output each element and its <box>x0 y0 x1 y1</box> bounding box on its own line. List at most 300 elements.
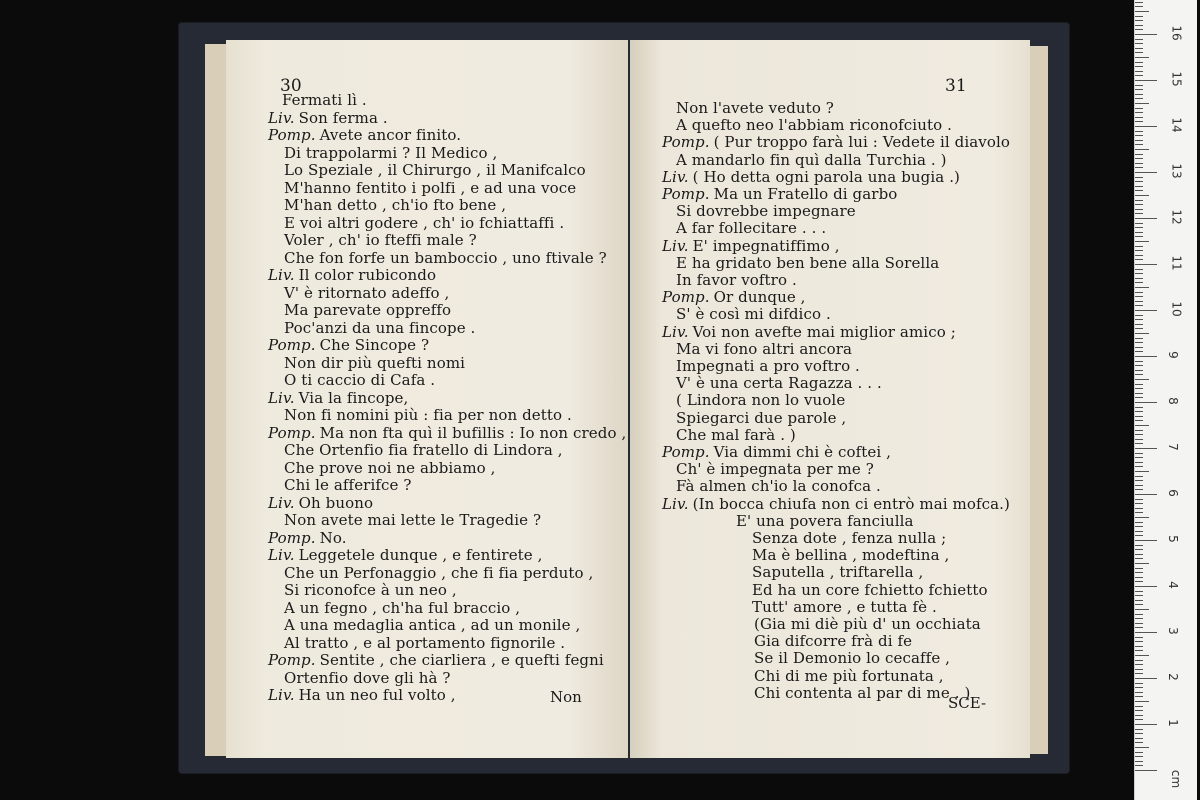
ruler-tick <box>1135 209 1143 210</box>
ruler-tick <box>1135 563 1149 564</box>
line-text: A un fegno , ch'ha ful braccio , <box>284 598 521 617</box>
ruler-tick <box>1135 641 1143 642</box>
line-text: E ha gridato ben bene alla Sorella <box>676 253 940 272</box>
ruler-tick <box>1135 443 1143 444</box>
ruler-tick <box>1135 522 1143 523</box>
text-line <box>284 232 477 249</box>
ruler-tick <box>1135 333 1149 334</box>
text-line <box>284 320 475 337</box>
ruler-tick <box>1135 292 1143 293</box>
speaker-label: Liv. <box>268 266 295 284</box>
text-line <box>752 582 988 599</box>
ruler-tick <box>1135 416 1143 417</box>
ruler-tick <box>1135 190 1143 191</box>
ruler-tick <box>1135 149 1149 150</box>
ruler-tick <box>1135 485 1143 486</box>
line-text: E' impegnatiffimo , <box>692 236 840 255</box>
speaker-label: Pomp. <box>268 423 316 442</box>
ruler-tick <box>1135 121 1143 122</box>
ruler-tick <box>1135 632 1157 633</box>
ruler-tick <box>1135 545 1143 546</box>
ruler-tick <box>1135 747 1149 748</box>
text-line <box>676 341 852 358</box>
ruler-number: 14 <box>1169 117 1184 133</box>
ruler-tick <box>1135 195 1149 196</box>
ruler-tick <box>1135 163 1143 164</box>
line-text: A far follecitare . . . <box>676 219 827 238</box>
ruler-tick <box>1135 144 1143 145</box>
ruler-tick <box>1135 57 1149 58</box>
line-text: Ha un neo ful volto , <box>298 686 456 704</box>
ruler-number: 12 <box>1169 209 1184 225</box>
text-line <box>284 162 586 179</box>
ruler-tick <box>1135 384 1143 385</box>
ruler-tick <box>1135 315 1143 316</box>
ruler-tick <box>1135 29 1143 30</box>
ruler-tick <box>1135 98 1143 99</box>
ruler-number: 13 <box>1169 163 1184 179</box>
ruler-tick <box>1135 724 1157 725</box>
ruler-tick <box>1135 660 1143 661</box>
ruler-tick <box>1135 85 1143 86</box>
ruler-tick <box>1135 572 1143 573</box>
ruler-tick <box>1135 351 1143 352</box>
line-text: (In bocca chiufa non ci entrò mai mofca.) <box>692 494 1010 513</box>
text-line <box>284 197 506 214</box>
text-line <box>284 145 497 162</box>
line-text: No. <box>319 528 347 547</box>
ruler-number: 9 <box>1165 351 1180 359</box>
text-line <box>268 530 347 547</box>
ruler-tick <box>1135 223 1143 224</box>
ruler-tick <box>1135 678 1157 679</box>
ruler-tick <box>1135 158 1143 159</box>
line-text: Che prove noi ne abbiamo , <box>284 458 496 477</box>
ruler-tick <box>1135 39 1143 40</box>
ruler-tick <box>1135 719 1143 720</box>
ruler-tick <box>1135 374 1143 375</box>
ruler-tick <box>1135 499 1143 500</box>
ruler-tick <box>1135 494 1157 495</box>
ruler-tick <box>1135 94 1143 95</box>
right-page-edge <box>1030 46 1048 754</box>
ruler-tick <box>1135 278 1143 279</box>
left-page <box>226 40 628 758</box>
ruler-tick <box>1135 425 1149 426</box>
speaker-label: Pomp. <box>662 443 710 461</box>
text-line <box>284 372 435 389</box>
ruler-tick <box>1135 581 1143 582</box>
line-text: Ma è bellina , modeftina , <box>752 546 950 565</box>
ruler-tick <box>1135 558 1143 559</box>
ruler-tick <box>1135 264 1157 265</box>
line-text: Son ferma . <box>298 108 388 127</box>
ruler-tick <box>1135 476 1143 477</box>
line-text: A mandarlo fin quì dalla Turchia . ) <box>676 150 947 169</box>
text-line <box>284 180 576 197</box>
ruler-number: 11 <box>1169 255 1184 271</box>
ruler-number: 6 <box>1165 489 1180 497</box>
text-line <box>676 100 834 117</box>
line-text: Fermati lì . <box>282 91 367 109</box>
line-text: Ortenfio dove gli hà ? <box>284 668 451 687</box>
text-line <box>676 427 796 444</box>
line-text: Senza dote , fenza nulla ; <box>752 529 947 547</box>
line-text: Poc'anzi da una fincope . <box>284 318 476 337</box>
ruler-tick <box>1135 627 1143 628</box>
text-line <box>284 355 465 372</box>
line-text: M'hanno fentito i polfi , e ad una voce <box>284 178 577 197</box>
text-line <box>676 358 860 375</box>
line-text: Non avete mai lette le Tragedie ? <box>284 511 542 529</box>
ruler-tick <box>1135 549 1143 550</box>
ruler-tick <box>1135 738 1143 739</box>
ruler-tick <box>1135 108 1143 109</box>
ruler-tick <box>1135 609 1149 610</box>
line-text: Ma un Fratello di garbo <box>713 185 898 203</box>
line-text: ( Lindora non lo vuole <box>676 391 846 410</box>
ruler-tick <box>1135 756 1143 757</box>
ruler-tick <box>1135 457 1143 458</box>
text-line <box>284 442 563 459</box>
text-line <box>754 668 944 685</box>
ruler-tick <box>1135 577 1143 578</box>
ruler-tick <box>1135 692 1143 693</box>
ruler-tick <box>1135 126 1157 127</box>
text-line <box>676 478 881 495</box>
text-line <box>754 616 981 633</box>
text-line <box>752 530 946 547</box>
page-number: 31 <box>945 76 967 96</box>
speaker-label: Liv. <box>662 322 689 341</box>
ruler-tick <box>1135 586 1157 587</box>
text-line <box>284 215 564 232</box>
ruler-tick <box>1135 305 1143 306</box>
ruler-tick <box>1135 172 1157 173</box>
line-text: In favor voftro . <box>676 271 797 289</box>
text-line <box>284 600 520 617</box>
ruler-tick <box>1135 112 1143 113</box>
speaker-label: Liv. <box>268 388 295 407</box>
text-line <box>676 255 939 272</box>
line-text: Di trappolarmi ? Il Medico , <box>284 143 498 162</box>
line-text: E' una povera fanciulla <box>736 511 914 530</box>
ruler-tick <box>1135 655 1149 656</box>
line-text: Non l'avete veduto ? <box>676 99 834 117</box>
text-line <box>282 92 367 109</box>
text-line <box>676 375 882 392</box>
ruler-tick <box>1135 269 1143 270</box>
ruler-tick <box>1135 213 1143 214</box>
ruler-tick <box>1135 770 1157 771</box>
ruler-tick <box>1135 6 1143 7</box>
ruler-tick <box>1135 200 1143 201</box>
text-line <box>676 220 826 237</box>
ruler-tick <box>1135 568 1143 569</box>
ruler-tick <box>1135 664 1143 665</box>
ruler-tick <box>1135 489 1143 490</box>
line-text: Al tratto , e al portamento fignorile . <box>284 633 566 652</box>
ruler-tick <box>1135 62 1143 63</box>
ruler-tick <box>1135 650 1143 651</box>
right-page <box>630 40 1030 758</box>
text-line <box>676 117 952 134</box>
ruler-tick <box>1135 595 1143 596</box>
line-text: Non dir più quefti nomi <box>284 353 466 372</box>
text-line <box>662 134 1010 151</box>
ruler-tick <box>1135 480 1143 481</box>
ruler-tick <box>1135 361 1143 362</box>
ruler-tick <box>1135 618 1143 619</box>
line-text: Leggetele dunque , e fentirete , <box>298 546 543 564</box>
ruler-tick <box>1135 273 1143 274</box>
line-text: Or dunque , <box>713 288 806 307</box>
ruler-tick <box>1135 623 1143 624</box>
speaker-label: Pomp. <box>268 528 316 547</box>
text-line <box>662 324 956 341</box>
ruler-tick <box>1135 2 1143 3</box>
ruler-number: 16 <box>1169 25 1184 41</box>
text-line <box>662 444 891 461</box>
ruler-tick <box>1135 752 1143 753</box>
measuring-ruler <box>1134 0 1197 800</box>
text-line <box>284 250 607 267</box>
line-text: Gia difcorre frà di fe <box>754 632 913 651</box>
line-text: Chi le afferifce ? <box>284 476 412 494</box>
text-line <box>268 547 543 564</box>
ruler-tick <box>1135 328 1143 329</box>
ruler-tick <box>1135 434 1143 435</box>
ruler-tick <box>1135 20 1143 21</box>
ruler-tick <box>1135 448 1157 449</box>
ruler-tick <box>1135 324 1143 325</box>
line-text: V' è ritornato adeffo , <box>284 283 450 302</box>
ruler-tick <box>1135 508 1143 509</box>
line-text: Ma non fta quì il bufillis : Io non credo , <box>319 423 627 442</box>
text-line <box>754 685 970 702</box>
line-text: Il color rubicondo <box>298 266 437 284</box>
text-line <box>268 652 604 669</box>
line-text: Che fon forfe un bamboccio , uno ftivale ? <box>284 248 607 267</box>
ruler-tick <box>1135 614 1143 615</box>
line-text: Fà almen ch'io la conofca . <box>676 477 881 496</box>
text-line <box>676 203 856 220</box>
ruler-tick <box>1135 407 1143 408</box>
ruler-number: 2 <box>1165 673 1180 681</box>
ruler-tick <box>1135 696 1143 697</box>
line-text: Chi contenta al par di me . ) <box>754 683 971 702</box>
ruler-tick <box>1135 554 1143 555</box>
text-line <box>268 267 436 284</box>
ruler-tick <box>1135 356 1157 357</box>
text-line <box>284 285 449 302</box>
catchword: Non <box>550 688 582 706</box>
text-line <box>284 565 593 582</box>
ruler-tick <box>1135 687 1143 688</box>
ruler-tick <box>1135 154 1143 155</box>
text-line <box>676 152 947 169</box>
ruler-tick <box>1135 135 1143 136</box>
text-line <box>662 496 1010 513</box>
line-text: Voi non avefte mai miglior amico ; <box>692 322 956 341</box>
ruler-tick <box>1135 204 1143 205</box>
ruler-tick <box>1135 517 1149 518</box>
text-line <box>268 127 461 144</box>
speaker-label: Pomp. <box>268 126 316 144</box>
line-text: ( Ho detta ogni parola una bugia .) <box>692 167 961 186</box>
ruler-tick <box>1135 462 1143 463</box>
ruler-tick <box>1135 186 1143 187</box>
ruler-tick <box>1135 733 1143 734</box>
text-line <box>284 512 541 529</box>
text-line <box>754 650 950 667</box>
speaker-label: Liv. <box>662 236 689 255</box>
ruler-tick <box>1135 25 1143 26</box>
line-text: Tutt' amore , e tutta fè . <box>752 597 937 616</box>
text-line <box>736 513 914 530</box>
line-text: Oh buono <box>298 493 374 512</box>
ruler-unit-label: cm <box>1169 769 1184 789</box>
ruler-tick <box>1135 52 1143 53</box>
text-line <box>268 390 408 407</box>
line-text: A quefto neo l'abbiam riconofciuto . <box>676 116 952 135</box>
ruler-tick <box>1135 411 1143 412</box>
ruler-tick <box>1135 715 1143 716</box>
ruler-number: 8 <box>1165 397 1180 405</box>
speaker-label: Liv. <box>662 167 689 186</box>
text-line <box>676 272 797 289</box>
line-text: Ed ha un core fchietto fchietto <box>752 580 988 599</box>
text-line <box>752 599 937 616</box>
line-text: Che Sincope ? <box>319 336 430 354</box>
ruler-tick <box>1135 729 1143 730</box>
line-text: Ch' è impegnata per me ? <box>676 460 874 479</box>
ruler-tick <box>1135 439 1143 440</box>
ruler-tick <box>1135 393 1143 394</box>
ruler-tick <box>1135 637 1143 638</box>
ruler-tick <box>1135 379 1149 380</box>
ruler-tick <box>1135 117 1143 118</box>
ruler-tick <box>1135 301 1143 302</box>
text-line <box>284 460 496 477</box>
ruler-tick <box>1135 319 1143 320</box>
line-text: A una medaglia antica , ad un monile , <box>284 616 581 634</box>
ruler-tick <box>1135 250 1143 251</box>
ruler-number: 10 <box>1169 301 1184 317</box>
line-text: V' è una certa Ragazza . . . <box>676 374 882 393</box>
text-line <box>662 169 960 186</box>
ruler-tick <box>1135 236 1143 237</box>
text-line <box>752 547 949 564</box>
left-page-edge <box>205 44 227 756</box>
text-line <box>752 564 923 581</box>
text-line <box>284 635 565 652</box>
ruler-tick <box>1135 181 1143 182</box>
ruler-tick <box>1135 397 1143 398</box>
ruler-tick <box>1135 512 1143 513</box>
text-line <box>754 633 912 650</box>
text-line <box>676 306 831 323</box>
text-line <box>268 687 456 704</box>
ruler-tick <box>1135 471 1149 472</box>
line-text: Che Ortenfio fia fratello di Lindora , <box>284 441 563 459</box>
text-line <box>662 238 840 255</box>
line-text: Chi di me più fortunata , <box>754 666 944 685</box>
ruler-tick <box>1135 600 1143 601</box>
text-line <box>284 582 457 599</box>
ruler-tick <box>1135 540 1157 541</box>
line-text: E voi altri godere , ch' io fchiattaffi . <box>284 213 565 232</box>
ruler-tick <box>1135 75 1143 76</box>
text-line <box>662 186 897 203</box>
ruler-tick <box>1135 71 1143 72</box>
line-text: Avete ancor finito. <box>319 126 462 144</box>
speaker-label: Liv. <box>268 686 295 704</box>
ruler-tick <box>1135 48 1143 49</box>
line-text: Che un Perfonaggio , che fi fia perduto , <box>284 563 594 582</box>
ruler-tick <box>1135 370 1143 371</box>
text-line <box>268 110 388 127</box>
ruler-tick <box>1135 218 1157 219</box>
text-line <box>676 461 874 478</box>
speaker-label: Pomp. <box>662 288 710 307</box>
ruler-tick <box>1135 388 1143 389</box>
ruler-tick <box>1135 453 1143 454</box>
text-line <box>284 407 572 424</box>
catchword: SCE- <box>948 694 987 712</box>
line-text: Via la fincope, <box>298 388 409 407</box>
ruler-tick <box>1135 246 1143 247</box>
ruler-tick <box>1135 167 1143 168</box>
text-line <box>662 289 806 306</box>
ruler-number: 4 <box>1165 581 1180 589</box>
ruler-tick <box>1135 503 1143 504</box>
speaker-label: Pomp. <box>662 133 710 152</box>
ruler-tick <box>1135 282 1143 283</box>
speaker-label: Pomp. <box>662 185 710 203</box>
ruler-tick <box>1135 765 1143 766</box>
ruler-tick <box>1135 34 1157 35</box>
speaker-label: Liv. <box>268 493 295 512</box>
ruler-tick <box>1135 683 1143 684</box>
line-text: Voler , ch' io fteffi male ? <box>284 231 477 249</box>
ruler-tick <box>1135 669 1143 670</box>
ruler-tick <box>1135 466 1143 467</box>
ruler-tick <box>1135 66 1143 67</box>
speaker-label: Pomp. <box>268 651 316 669</box>
text-line <box>268 425 626 442</box>
ruler-tick <box>1135 287 1149 288</box>
speaker-label: Pomp. <box>268 336 316 354</box>
line-text: Non fi nomini più : fia per non detto . <box>284 406 572 424</box>
ruler-tick <box>1135 710 1143 711</box>
ruler-tick <box>1135 673 1143 674</box>
ruler-tick <box>1135 591 1143 592</box>
ruler-tick <box>1135 604 1143 605</box>
ruler-tick <box>1135 140 1143 141</box>
ruler-tick <box>1135 259 1143 260</box>
text-line <box>268 337 429 354</box>
ruler-number: 1 <box>1165 719 1180 727</box>
page-number: 30 <box>280 76 302 96</box>
ruler-tick <box>1135 531 1143 532</box>
line-text: Che mal farà . ) <box>676 425 796 444</box>
line-text: Sentite , che ciarliera , e quefti fegni <box>319 651 604 669</box>
ruler-tick <box>1135 526 1143 527</box>
ruler-tick <box>1135 232 1143 233</box>
text-line <box>676 410 846 427</box>
ruler-tick <box>1135 255 1143 256</box>
